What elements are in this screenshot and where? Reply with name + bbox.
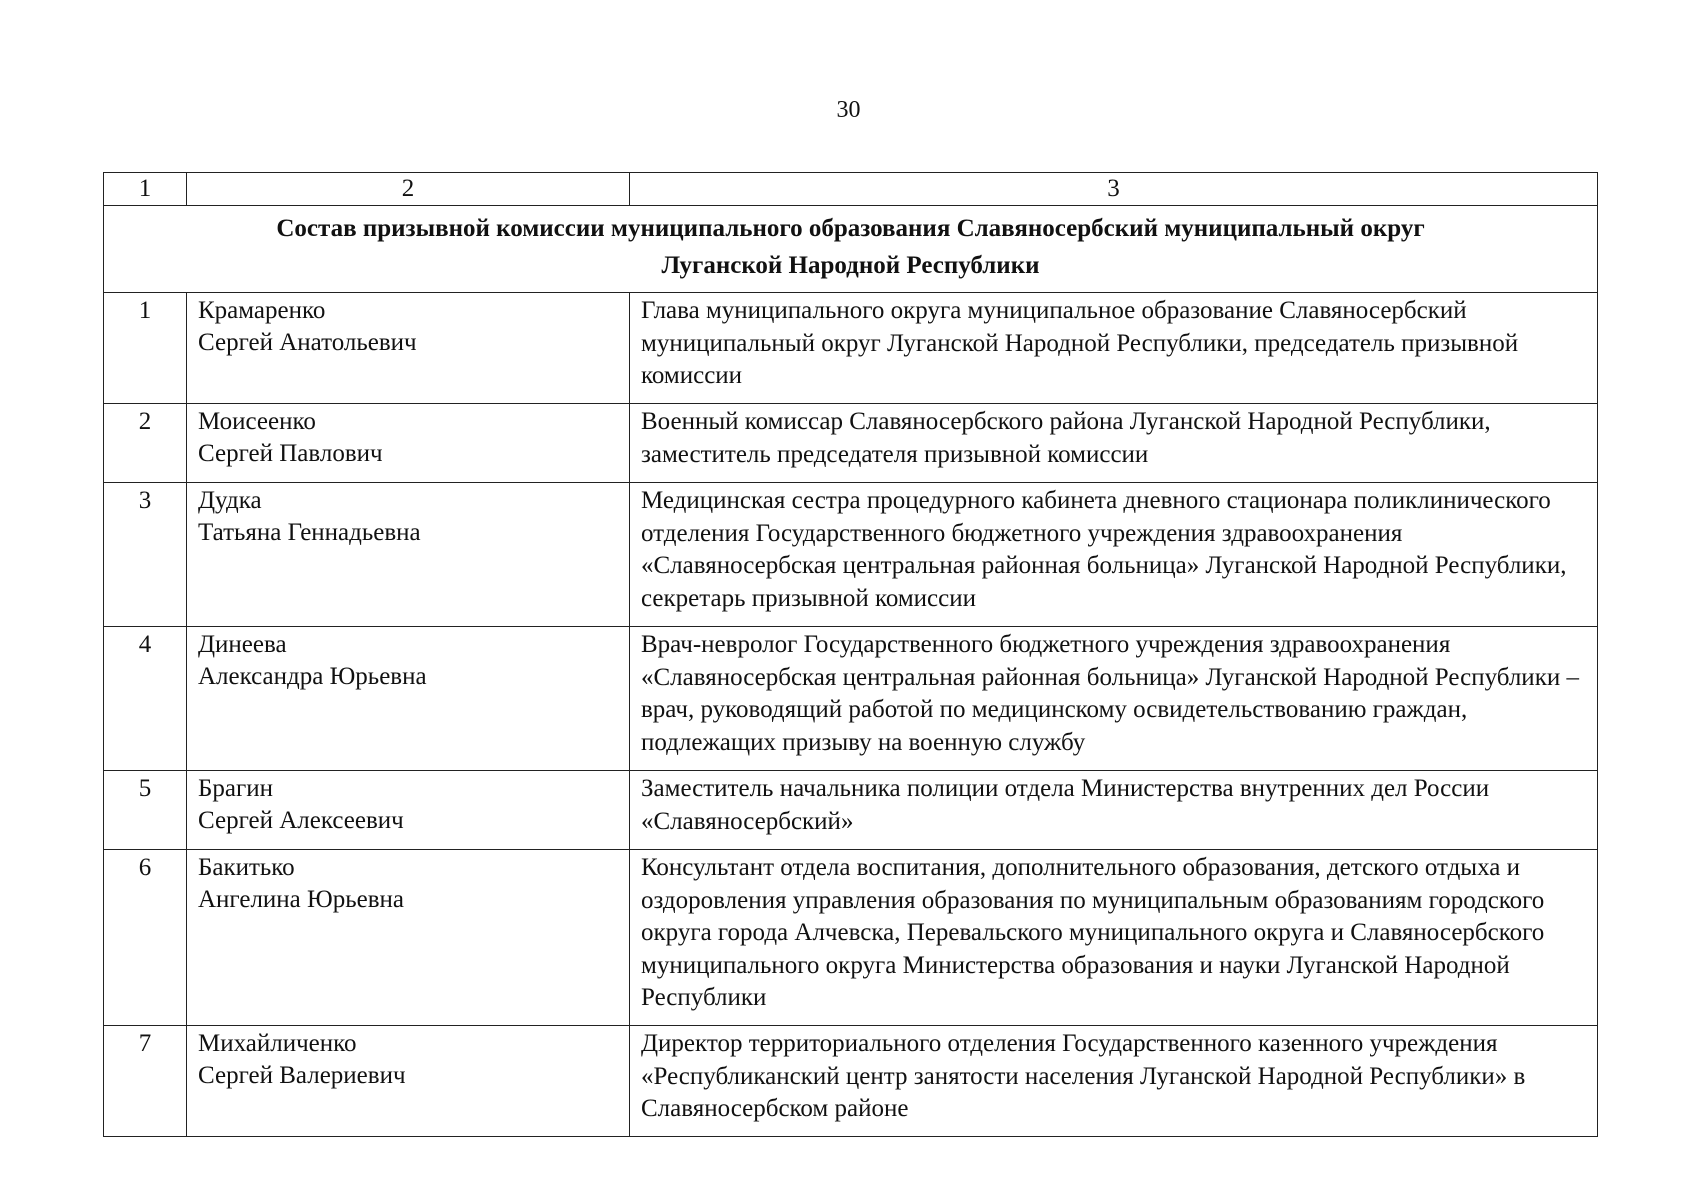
member-name: [187, 1026, 630, 1137]
table-row: [104, 404, 1598, 483]
member-position: Медицинская сестра процедурного кабинета дневного стационара поликлинического отделения Государственного бюджетного учреждения здравоохранения «Славяносербская центральная районная больница» Луганской Народной Республики, секретарь призывной комиссии: [630, 483, 1598, 627]
column-number-3: 3: [630, 173, 1598, 206]
page-number: 30: [836, 97, 861, 123]
member-surname: Бакитько: [198, 854, 295, 881]
member-position: Директор территориального отделения Государственного казенного учреждения «Республиканский центр занятости населения Луганской Народной Республики» в Славяносербском районе: [630, 1026, 1598, 1137]
row-number: 6: [104, 850, 187, 1026]
member-given-names: Ангелина Юрьевна: [198, 886, 405, 913]
member-given-names: Сергей Алексеевич: [198, 807, 404, 834]
member-surname: Динеева: [198, 631, 287, 658]
member-position: Врач-невролог Государственного бюджетного учреждения здравоохранения «Славяносербская центральная районная больница» Луганской Народной Республики – врач, руководящий работой по медицинскому освидетельствованию граждан, подлежащих призыву на военную службу: [630, 627, 1598, 771]
row-number: 2: [104, 404, 187, 483]
table-row: [104, 850, 1598, 1026]
member-surname: Дудка: [198, 487, 262, 514]
member-position: Консультант отдела воспитания, дополнительного образования, детского отдыха и оздоровления управления образования по муниципальным образованиям городского округа города Алчевска, Перевальского муниципального округа и Славяносербского муниципального округа Министерства образования и науки Луганской Народной Республики: [630, 850, 1598, 1026]
table-row: [104, 1026, 1598, 1137]
member-position: Заместитель начальника полиции отдела Министерства внутренних дел России «Славяносербский»: [630, 771, 1598, 850]
member-given-names: Сергей Павлович: [198, 440, 383, 467]
member-name: [187, 483, 630, 627]
member-name: [187, 404, 630, 483]
member-name: [187, 293, 630, 404]
member-given-names: Сергей Анатольевич: [198, 329, 417, 356]
member-name: [187, 850, 630, 1026]
column-number-2: 2: [187, 173, 630, 206]
section-header-row: [104, 206, 1598, 293]
member-position: Военный комиссар Славяносербского района Луганской Народной Республики, заместитель председателя призывной комиссии: [630, 404, 1598, 483]
row-number: 1: [104, 293, 187, 404]
table-row: [104, 627, 1598, 771]
column-number-row: [104, 173, 1598, 206]
member-given-names: Татьяна Геннадьевна: [198, 519, 421, 546]
table-row: [104, 483, 1598, 627]
row-number: 7: [104, 1026, 187, 1137]
table-row: [104, 293, 1598, 404]
member-surname: Крамаренко: [198, 297, 326, 324]
member-surname: Моисеенко: [198, 408, 316, 435]
member-surname: Брагин: [198, 775, 273, 802]
member-surname: Михайличенко: [198, 1030, 357, 1057]
member-name: [187, 627, 630, 771]
row-number: 5: [104, 771, 187, 850]
member-given-names: Александра Юрьевна: [198, 663, 427, 690]
section-title-line-2: Луганской Народной Республики: [661, 252, 1040, 279]
member-position: Глава муниципального округа муниципальное образование Славяносербский муниципальный округ Луганской Народной Республики, председатель призывной комиссии: [630, 293, 1598, 404]
commission-table: [103, 172, 1598, 1137]
member-name: [187, 771, 630, 850]
member-given-names: Сергей Валериевич: [198, 1062, 406, 1089]
table-row: [104, 771, 1598, 850]
column-number-1: 1: [104, 173, 187, 206]
row-number: 4: [104, 627, 187, 771]
row-number: 3: [104, 483, 187, 627]
section-title: [104, 206, 1598, 293]
section-title-line-1: Состав призывной комиссии муниципального образования Славяносербский муниципальный округ: [276, 215, 1425, 242]
